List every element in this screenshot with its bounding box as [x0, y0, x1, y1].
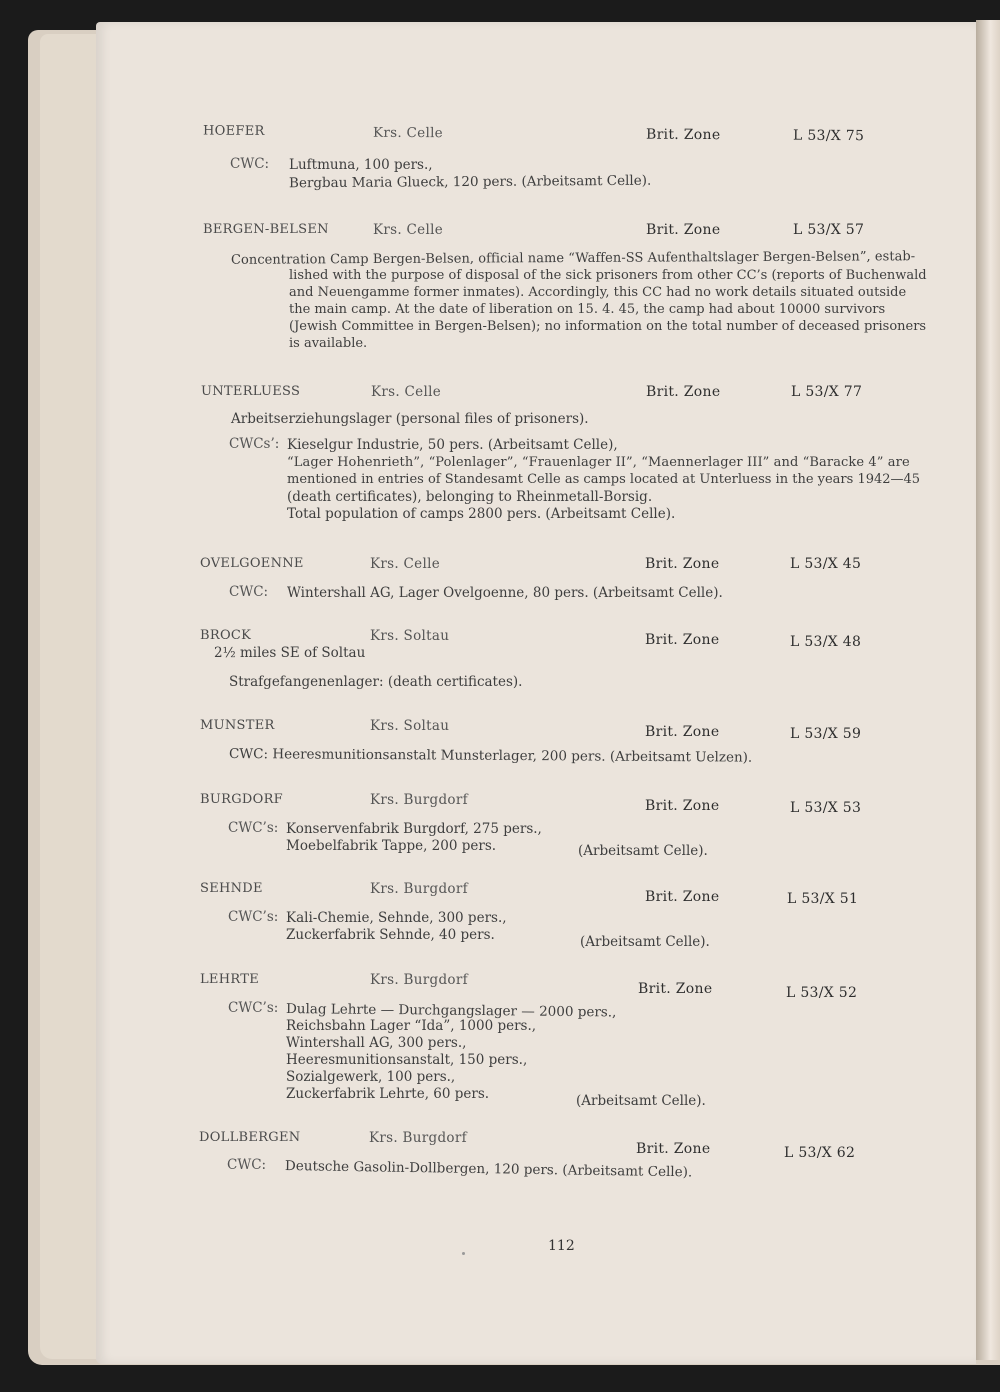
entry-label: CWC: — [230, 156, 270, 172]
entry-name: LEHRTE — [200, 972, 259, 987]
entry-name: MUNSTER — [200, 718, 275, 733]
entry-line: “Lager Hohenrieth”, “Polenlager”, “Frauenlager II”, “Maennerlager III” and “Baracke 4” are — [287, 455, 910, 470]
entry-zone: Brit. Zone — [646, 384, 721, 400]
entry-zone: Brit. Zone — [636, 1141, 711, 1157]
entry-line: Zuckerfabrik Sehnde, 40 pers. — [286, 927, 495, 943]
entry-header — [201, 384, 901, 402]
entry-label: CWC’s: — [228, 909, 279, 925]
entry-district: Krs. Burgdorf — [370, 972, 468, 988]
entry-line: Kali-Chemie, Sehnde, 300 pers., — [286, 910, 507, 926]
paragraph-line: lished with the purpose of disposal of the sick prisoners from other CC’s (reports of Buchenwald — [289, 268, 927, 283]
entry-line: Zuckerfabrik Lehrte, 60 pers. — [286, 1086, 490, 1102]
entry-line: Konservenfabrik Burgdorf, 275 pers., — [286, 821, 542, 837]
entry-district: Krs. Burgdorf — [369, 1130, 467, 1146]
entry-label: CWCs’: — [229, 436, 280, 452]
entry-name: HOEFER — [202, 123, 265, 139]
entry-district: Krs. Celle — [372, 124, 444, 142]
entry-name: DOLLBERGEN — [199, 1130, 301, 1145]
entry-district: Krs. Celle — [370, 556, 440, 572]
entry-header — [200, 792, 900, 816]
paragraph-line: the main camp. At the date of liberation on 15. 4. 45, the camp had about 10000 survivors — [289, 302, 886, 317]
entry-source: (Arbeitsamt Celle). — [576, 1093, 706, 1109]
entry-line: Wintershall AG, Lager Ovelgoenne, 80 pers. (Arbeitsamt Celle). — [287, 585, 723, 601]
entry-code: L 53/X 62 — [784, 1145, 856, 1161]
entry-name: BROCK — [200, 628, 252, 643]
entry-line: Luftmuna, 100 pers., — [289, 157, 433, 173]
entry-name: OVELGOENNE — [200, 556, 304, 571]
entry-name: SEHNDE — [200, 881, 263, 896]
entry-line: Sozialgewerk, 100 pers., — [286, 1069, 456, 1085]
paragraph-line: is available. — [289, 336, 368, 351]
entry-district: Krs. Burgdorf — [370, 792, 468, 808]
entry-zone: Brit. Zone — [646, 222, 721, 238]
page-number: 112 — [548, 1238, 575, 1254]
entry-line: Heeresmunitionsanstalt, 150 pers., — [286, 1052, 528, 1068]
entry-zone: Brit. Zone — [645, 632, 720, 648]
entry-code: L 53/X 51 — [787, 891, 859, 907]
entry-zone: Brit. Zone — [645, 889, 720, 905]
paragraph-line: (Jewish Committee in Bergen-Belsen); no information on the total number of deceased prisoners — [289, 319, 927, 334]
entry-header — [200, 556, 900, 574]
entry-line: Kieselgur Industrie, 50 pers. (Arbeitsamt Celle), — [287, 437, 618, 453]
entry-district: Krs. Celle — [373, 222, 443, 238]
entry-line: mentioned in entries of Standesamt Celle as camps located at Unterluess in the years 1942—45 — [287, 472, 921, 487]
entry-header — [200, 628, 900, 650]
entry-district: Krs. Soltau — [370, 628, 450, 644]
entry-header — [199, 1130, 899, 1161]
entry-label: CWC’s: — [228, 1000, 279, 1016]
entry-name: BERGEN-BELSEN — [203, 222, 329, 237]
entry-line: (death certificates), belonging to Rheinmetall-Borsig. — [287, 489, 653, 505]
entry-label: CWC: — [229, 584, 269, 600]
entry-code: L 53/X 77 — [791, 384, 863, 400]
entry-zone: Brit. Zone — [645, 556, 720, 572]
entry-district: Krs. Celle — [371, 384, 441, 400]
entry-header — [200, 881, 900, 907]
decorative-dot — [462, 1252, 465, 1255]
paragraph-line: Concentration Camp Bergen-Belsen, official name “Waffen-SS Aufenthaltslager Bergen-Belsen”, estab- — [230, 249, 916, 268]
entry-source: (Arbeitsamt Celle). — [578, 843, 708, 859]
entry-location: 2½ miles SE of Soltau — [214, 645, 366, 661]
entry-header — [200, 718, 900, 742]
entry-intro: Arbeitserziehungslager (personal files of prisoners). — [231, 411, 589, 427]
entry-line: Wintershall AG, 300 pers., — [286, 1035, 467, 1051]
entry-line: Total population of camps 2800 pers. (Arbeitsamt Celle). — [287, 506, 676, 522]
entry-intro: Strafgefangenenlager: (death certificates). — [229, 674, 523, 690]
entry-line: Dulag Lehrte — Durchgangslager — 2000 pers., — [285, 1001, 617, 1021]
entry-name: BURGDORF — [200, 792, 283, 807]
entry-line: Moebelfabrik Tappe, 200 pers. — [286, 838, 497, 854]
entry-zone: Brit. Zone — [638, 981, 713, 997]
entry-label: CWC: — [227, 1157, 267, 1173]
entry-line: Bergbau Maria Glueck, 120 pers. (Arbeitsamt Celle). — [288, 172, 652, 192]
entry-zone: Brit. Zone — [645, 724, 720, 740]
entry-zone: Brit. Zone — [645, 126, 721, 144]
entry-code: L 53/X 75 — [792, 127, 865, 145]
entry-district: Krs. Soltau — [370, 718, 450, 734]
entry-line: Reichsbahn Lager “Ida”, 1000 pers., — [286, 1018, 537, 1034]
entry-header — [200, 972, 900, 1001]
entry-line: CWC: Heeresmunitionsanstalt Munsterlager, 200 pers. (Arbeitsamt Uelzen). — [228, 746, 753, 766]
entry-code: L 53/X 53 — [790, 800, 862, 816]
entry-header — [203, 222, 903, 240]
entry-source: (Arbeitsamt Celle). — [580, 934, 710, 950]
entry-header — [203, 124, 903, 147]
entry-line: Deutsche Gasolin-Dollbergen, 120 pers. (Arbeitsamt Celle). — [284, 1158, 693, 1181]
entry-district: Krs. Burgdorf — [370, 881, 468, 897]
entry-label: CWC’s: — [228, 820, 279, 836]
entry-code: L 53/X 45 — [790, 556, 862, 572]
entry-code: L 53/X 59 — [790, 726, 862, 742]
entry-code: L 53/X 52 — [786, 985, 858, 1001]
entry-code: L 53/X 48 — [790, 634, 862, 650]
entry-name: UNTERLUESS — [201, 384, 301, 399]
entry-code: L 53/X 57 — [793, 222, 865, 238]
paragraph-line: and Neuengamme former inmates). Accordingly, this CC had no work details situated outside — [289, 285, 907, 300]
entry-zone: Brit. Zone — [645, 798, 720, 814]
